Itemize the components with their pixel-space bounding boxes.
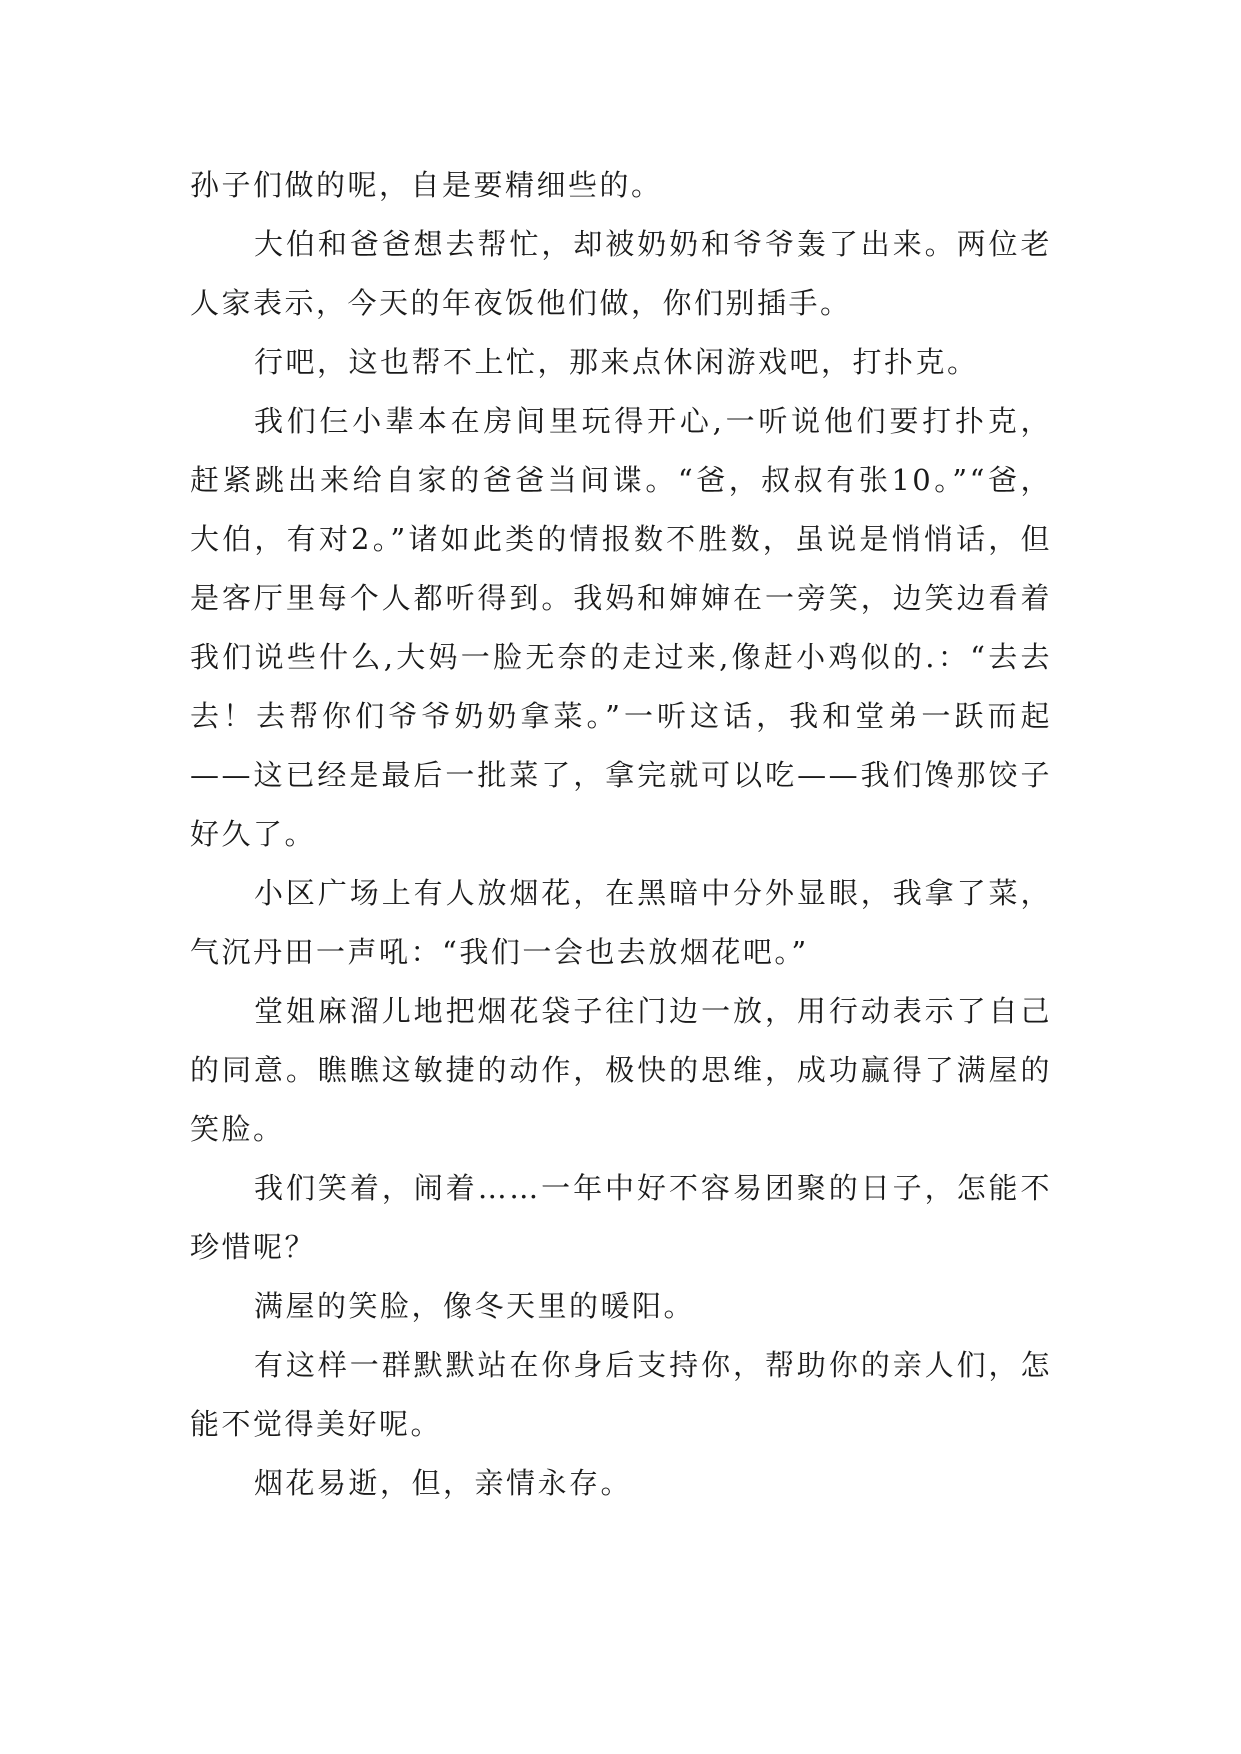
paragraph-6: 堂姐麻溜儿地把烟花袋子往门边一放，用行动表示了自己的同意。瞧瞧这敏捷的动作，极快的思维，成功赢得了满屋的笑脸。 xyxy=(190,994,1052,1146)
article-body xyxy=(190,156,1052,1513)
paragraph-8: 满屋的笑脸，像冬天里的暖阳。 xyxy=(254,1289,696,1323)
paragraph-1: 孙子们做的呢，自是要精细些的。 xyxy=(190,168,663,202)
paragraph-2: 大伯和爸爸想去帮忙，却被奶奶和爷爷轰了出来。两位老人家表示，今天的年夜饭他们做，你们别插手。 xyxy=(190,227,1052,320)
paragraph-7: 我们笑着，闹着……一年中好不容易团聚的日子，怎能不珍惜呢？ xyxy=(190,1171,1052,1264)
paragraph-9: 有这样一群默默站在你身后支持你，帮助你的亲人们，怎能不觉得美好呢。 xyxy=(190,1348,1052,1441)
paragraph-10: 烟花易逝，但，亲情永存。 xyxy=(254,1466,633,1500)
paragraph-3: 行吧，这也帮不上忙，那来点休闲游戏吧，打扑克。 xyxy=(254,345,979,379)
paragraph-5: 小区广场上有人放烟花，在黑暗中分外显眼，我拿了菜，气沉丹田一声吼：“我们一会也去放烟花吧。” xyxy=(190,876,1052,969)
paragraph-4: 我们仨小辈本在房间里玩得开心,一听说他们要打扑克，赶紧跳出来给自家的爸爸当间谍。“爸，叔叔有张10。”“爸，大伯，有对2。”诸如此类的情报数不胜数，虽说是悄悄话，但是客厅里每个人都听得到。我妈和婶婶在一旁笑，边笑边看着我们说些什么,大妈一脸无奈的走过来,像赶小鸡似的.：“去去去！去帮你们爷爷奶奶拿菜。”一听这话，我和堂弟一跃而起——这已经是最后一批菜了，拿完就可以吃——我们馋那饺子好久了。 xyxy=(190,404,1052,851)
